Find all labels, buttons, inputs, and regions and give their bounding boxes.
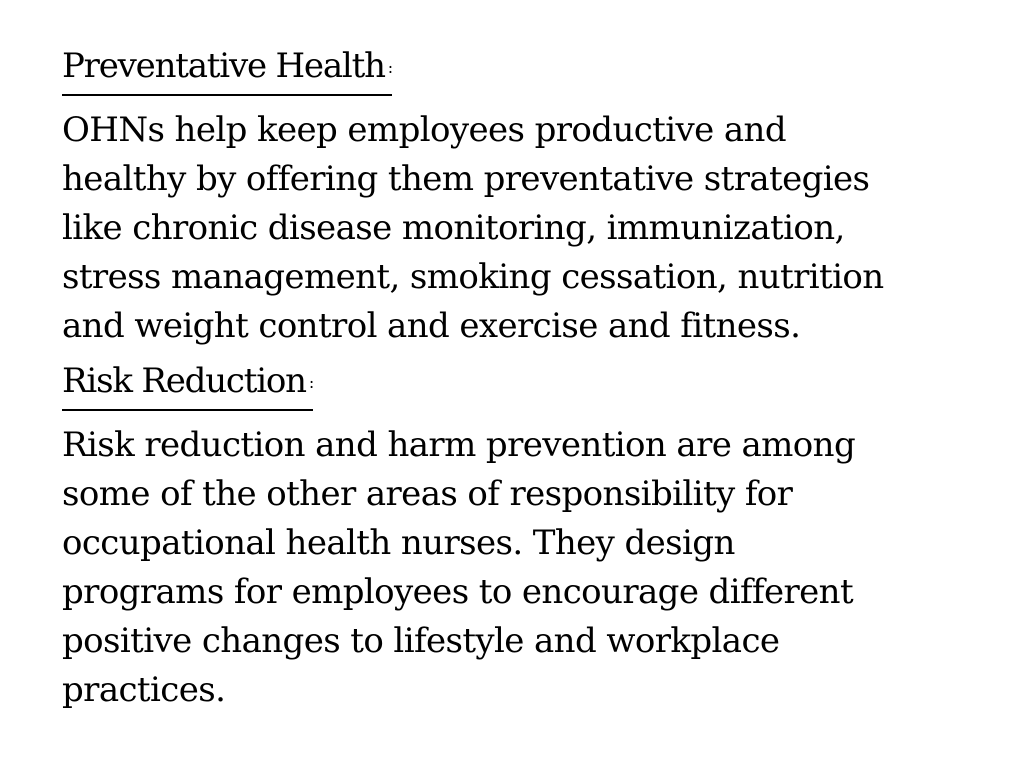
body-line: stress management, smoking cessation, nutrition — [62, 257, 884, 297]
body-line: like chronic disease monitoring, immunization, — [62, 208, 845, 248]
body-line: Risk reduction and harm prevention are among — [62, 425, 856, 465]
body-line: programs for employees to encourage different — [62, 572, 854, 612]
section-body — [62, 106, 982, 351]
section-heading — [62, 361, 313, 411]
section-preventative-health — [62, 46, 982, 98]
section-body — [62, 421, 982, 715]
heading-colon: : — [387, 58, 392, 77]
section-risk-reduction — [62, 361, 982, 413]
heading-text: Risk Reduction — [62, 361, 306, 401]
body-line: practices. — [62, 670, 226, 710]
section-heading — [62, 46, 392, 96]
body-line: healthy by offering them preventative strategies — [62, 159, 870, 199]
slide-content — [62, 46, 982, 725]
body-line: OHNs help keep employees productive and — [62, 110, 786, 150]
body-line: occupational health nurses. They design — [62, 523, 735, 563]
body-line: positive changes to lifestyle and workplace — [62, 621, 780, 661]
body-line: and weight control and exercise and fitness. — [62, 306, 801, 346]
heading-colon: : — [308, 373, 314, 392]
heading-text: Preventative Health — [62, 46, 385, 86]
body-line: some of the other areas of responsibility for — [62, 474, 793, 514]
